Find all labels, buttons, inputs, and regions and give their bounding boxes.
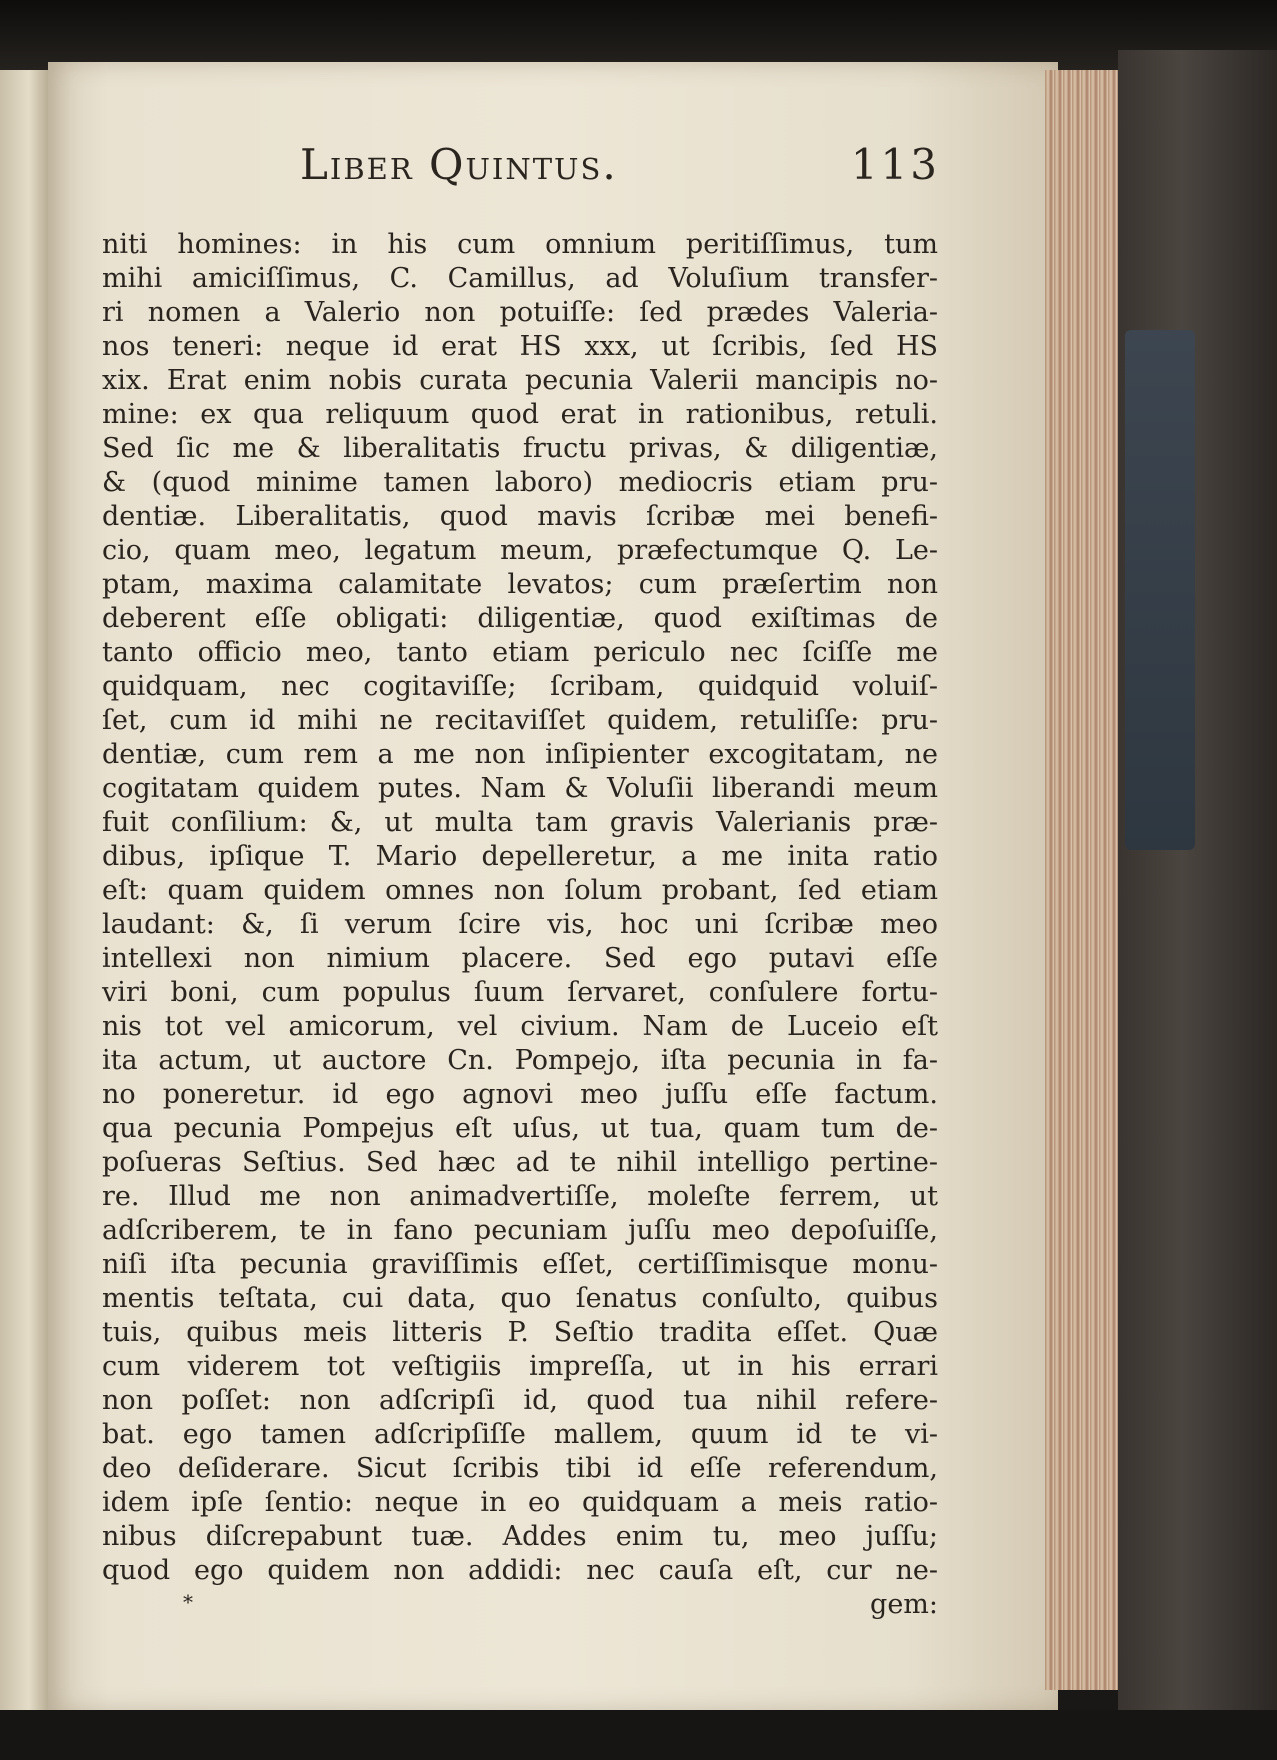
text-line: bat. ego tamen adſcripſiſſe mallem, quum id te vi-	[102, 1419, 938, 1450]
text-line: laudant: &, ſi verum ſcire vis, hoc uni ſcribæ meo	[102, 909, 938, 940]
text-line: nibus diſcrepabunt tuæ. Addes enim tu, meo juſſu;	[102, 1521, 938, 1552]
text-line: viri boni, cum populus ſuum ſervaret, conſulere fortu-	[102, 977, 938, 1008]
text-line: nos teneri: neque id erat HS xxx, ut ſcribis, ſed HS	[102, 331, 938, 362]
text-line: mentis teſtata, cui data, quo ſenatus conſulto, quibus	[102, 1283, 938, 1314]
cover-marbling	[1125, 330, 1195, 850]
text-line: dentiæ, cum rem a me non inſipienter excogitatam, ne	[102, 739, 938, 770]
text-line: qua pecunia Pompejus eſt uſus, ut tua, quam tum de-	[102, 1113, 938, 1144]
text-line: dentiæ. Liberalitatis, quod mavis ſcribæ mei benefi-	[102, 501, 938, 532]
text-line: adſcriberem, te in fano pecuniam juſſu meo depoſuiſſe,	[102, 1215, 938, 1246]
dark-background-bottom	[0, 1710, 1277, 1760]
text-line: gem:	[870, 1589, 938, 1620]
text-line: niti homines: in his cum omnium peritiſſimus, tum	[102, 229, 938, 260]
text-line: intellexi non nimium placere. Sed ego putavi eſſe	[102, 943, 938, 974]
text-line: ſet, cum id mihi ne recitaviſſet quidem, retuliſſe: pru-	[102, 705, 938, 736]
text-line: non poſſet: non adſcripſi id, quod tua nihil refere-	[102, 1385, 938, 1416]
text-line: eſt: quam quidem omnes non ſolum probant, ſed etiam	[102, 875, 938, 906]
running-title: Liber Quintus.	[300, 140, 618, 189]
book-cover	[1118, 50, 1277, 1710]
text-line: deberent eſſe obligati: diligentiæ, quod exiſtimas de	[102, 603, 938, 634]
left-page-edge	[0, 70, 50, 1710]
text-line: & (quod minime tamen laboro) mediocris etiam pru-	[102, 467, 938, 498]
text-line: nis tot vel amicorum, vel civium. Nam de Luceio eſt	[102, 1011, 938, 1042]
dark-background	[0, 0, 1277, 70]
text-line: cum viderem tot veſtigiis impreſſa, ut in his errari	[102, 1351, 938, 1382]
text-line: mine: ex qua reliquum quod erat in rationibus, retuli.	[102, 399, 938, 430]
text-line: niſi iſta pecunia graviſſimis eſſet, certiſſimisque monu-	[102, 1249, 938, 1280]
text-line: no poneretur. id ego agnovi meo juſſu eſſe factum.	[102, 1079, 938, 1110]
text-line: deo deſiderare. Sicut ſcribis tibi id eſſe referendum,	[102, 1453, 938, 1484]
signature-mark: *	[183, 1590, 193, 1614]
text-line: cio, quam meo, legatum meum, præfectumque Q. Le-	[102, 535, 938, 566]
page-edges	[1045, 70, 1128, 1690]
text-line: xix. Erat enim nobis curata pecunia Valerii mancipis no-	[102, 365, 938, 396]
text-line: quod ego quidem non addidi: nec cauſa eſt, cur ne-	[102, 1555, 938, 1586]
text-line: Sed ſic me & liberalitatis fructu privas, & diligentiæ,	[102, 433, 938, 464]
body-text	[102, 228, 938, 1622]
text-line: tanto officio meo, tanto etiam periculo nec ſciſſe me	[102, 637, 938, 668]
text-line: mihi amiciſſimus, C. Camillus, ad Voluſium transfer-	[102, 263, 938, 294]
text-line: poſueras Seſtius. Sed hæc ad te nihil intelligo pertine-	[102, 1147, 938, 1178]
text-line: ri nomen a Valerio non potuiſſe: ſed prædes Valeria-	[102, 297, 938, 328]
text-line: quidquam, nec cogitaviſſe; ſcribam, quidquid voluiſ-	[102, 671, 938, 702]
running-head	[300, 140, 940, 200]
text-line: dibus, ipſique T. Mario depelleretur, a me inita ratio	[102, 841, 938, 872]
page-number: 113	[850, 140, 940, 189]
text-line: re. Illud me non animadvertiſſe, moleſte ferrem, ut	[102, 1181, 938, 1212]
text-line: fuit conſilium: &, ut multa tam gravis Valerianis præ-	[102, 807, 938, 838]
text-line: idem ipſe ſentio: neque in eo quidquam a meis ratio-	[102, 1487, 938, 1518]
text-line: ptam, maxima calamitate levatos; cum præſertim non	[102, 569, 938, 600]
text-line: tuis, quibus meis litteris P. Seſtio tradita eſſet. Quæ	[102, 1317, 938, 1348]
text-line: ita actum, ut auctore Cn. Pompejo, iſta pecunia in fa-	[102, 1045, 938, 1076]
text-line: cogitatam quidem putes. Nam & Voluſii liberandi meum	[102, 773, 938, 804]
